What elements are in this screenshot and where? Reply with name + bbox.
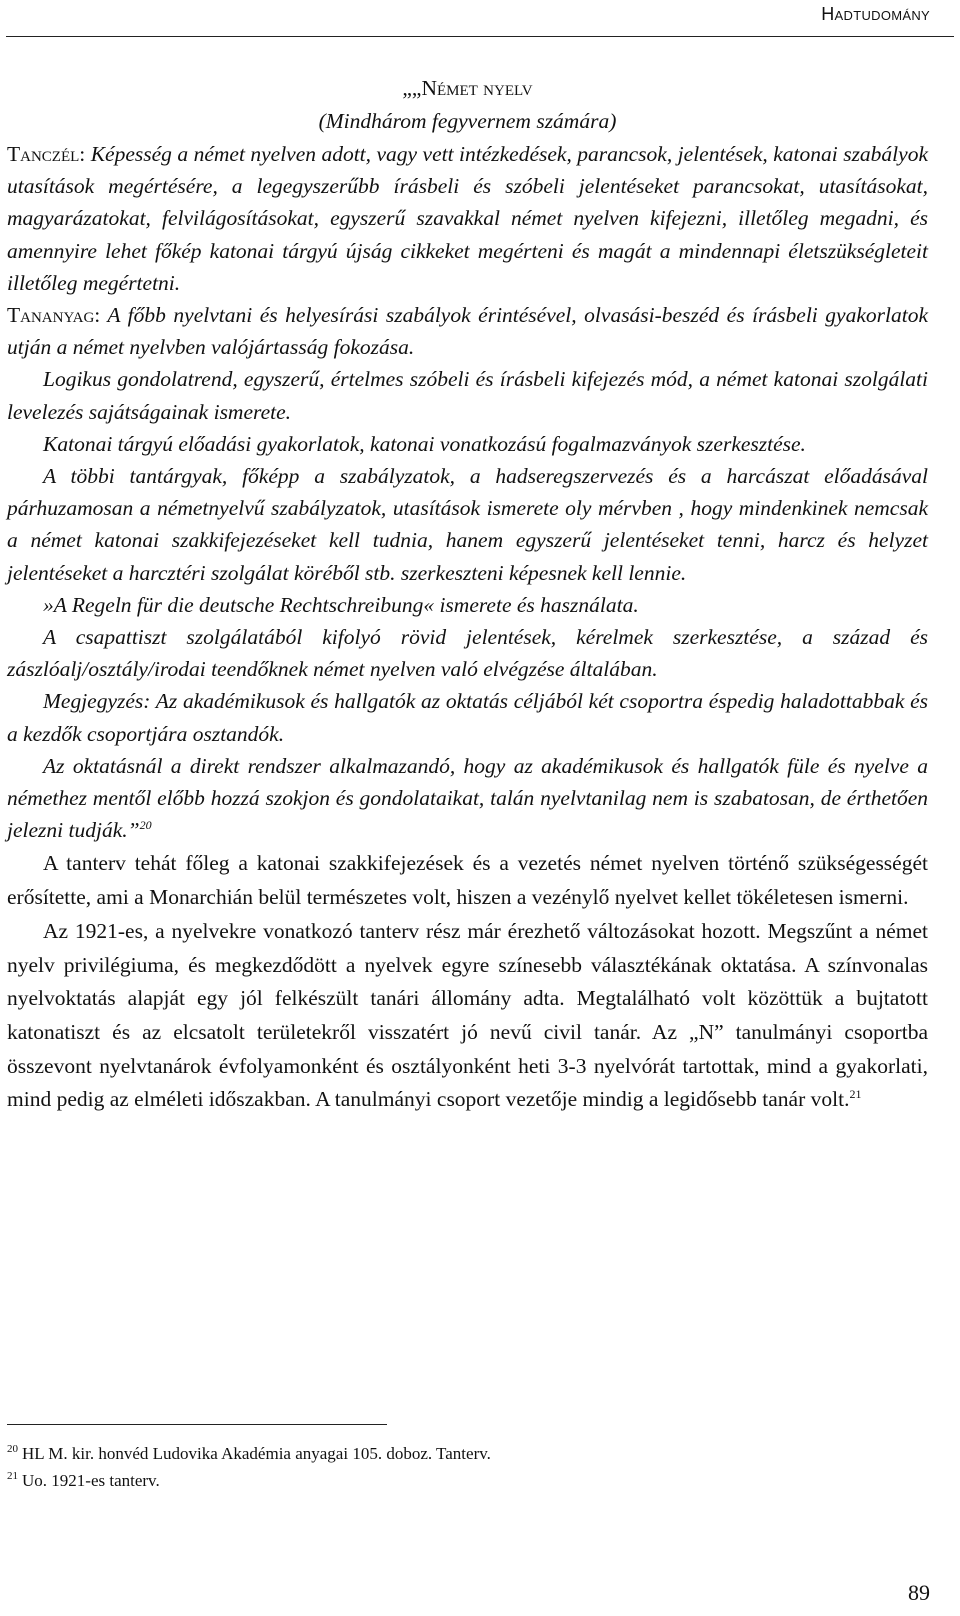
quoted-curriculum-title [7,72,928,138]
body-paragraph: A tanterv tehát főleg a katonai szakkifejezések és a vezetés német nyelven történő szükségességét erősítette, ami a Monarchián belül természetes volt, hiszen a vezénylő nyelvet kellet tökéletesen ismerni. [7,851,928,910]
tananyag-text: A főbb nyelvtani és helyesírási szabályok érintésével, olvasási-beszéd és írásbeli gyakorlatok utján a német nyelvben valójártasság fokozása. [7,303,928,360]
footnote-number: 20 [7,1443,18,1455]
footnote-text: HL M. kir. honvéd Ludovika Akadémia anyagai 105. doboz. Tanterv. [22,1444,491,1463]
footnote-reference[interactable]: 21 [849,1087,862,1102]
quote-paragraph: »A Regeln für die deutsche Rechtschreibung« ismerete és használata. [43,592,639,617]
tanczel-text: Képesség a német nyelven adott, vagy vett intézkedések, parancsok, jelentések, katonai szabályok utasítások megértésére, a legegyszerűbb írásbeli és szóbeli jelentéseket parancsokat, utasításokat, magyarázatokat, felvilágosításokat, egyszerű szavakkal német nyelven kifejezni, illetőleg megadni, és amennyire lehet főkép katonai tárgyú újság cikkeket megérteni és magát a mindennapi életszükségleteit illetőleg megértetni. [7,142,928,295]
page-header [0,0,960,34]
tanczel-paragraph [7,138,928,299]
curriculum-title: „„Német nyelv [402,76,533,100]
footnote-number: 21 [7,1470,18,1482]
page-number: 89 [908,1580,930,1605]
page-content [7,72,928,1117]
quote-paragraph: Logikus gondolatrend, egyszerű, értelmes szóbeli és írásbeli kifejezés mód, a német katonai szolgálati levelezés sajátságainak ismerete. [7,367,928,424]
footnote-reference[interactable]: 20 [139,818,152,833]
quote-paragraph: Megjegyzés: Az akadémikusok és hallgatók az oktatás céljából két csoportra éspedig haladottabbak és a kezdők csoportjára osztandók. [7,689,928,746]
footnote-separator [7,1424,387,1425]
running-title: Hadtudomány [821,4,930,24]
tananyag-paragraph [7,299,928,363]
quote-paragraph: A csapattiszt szolgálatából kifolyó rövid jelentések, kérelmek szerkesztése, a század és zászlóalj/osztály/irodai teendőknek német nyelven való elvégzése általában. [7,625,928,682]
curriculum-subtitle: (Mindhárom fegyvernem számára) [318,109,617,133]
body-paragraph-text: Az 1921-es, a nyelvekre vonatkozó tanterv rész már érezhető változásokat hozott. Megszűnt a német nyelv privilégiuma, és megkezdődött a nyelvek egyre színesebb választékának oktatása. A színvonalas nyelvoktatás alapját egy jól felkészült tanári állomány adta. Megtalálható volt közöttük a bujtatott katonatiszt és az elcsatolt területekről visszatért jó nevű civil tanár. Az „N” tanulmányi csoportba összevont nyelvtanárok évfolyamonként és osztályonként heti 3-3 nyelvórát tartottak, mind a gyakorlati, mind pedig az elméleti időszakban. A tanulmányi csoport vezetője mindig a legidősebb tanár volt. [7,918,928,1112]
header-rule [6,36,954,37]
quote-paragraph [7,750,928,847]
quote-text: Az oktatásnál a direkt rendszer alkalmazandó, hogy az akadémikusok és hallgatók füle és nyelve a némethez mentől előbb hozzá szokjon és gondolataikat, talán nyelvtanilag nem is szabatosan, de érthetően jelezni tudják.” [7,753,928,843]
curriculum-quote [7,138,928,846]
body-text [7,847,928,1117]
footnote [7,1467,907,1494]
quote-paragraph: A többi tantárgyak, főképp a szabályzatok, a hadseregszervezés és a harcászat előadásával párhuzamosan a németnyelvű szabályzatok, utasítások ismerete oly mérvben , hogy mindenkinek nemcsak a német katonai szakkifejezéseket kell tudnia, hanem egyszerű jelentéseket tenni, harcz és helyzet jelentéseket a harcztéri szolgálat köréből stb. szerkeszteni képesnek kell lennie. [7,464,928,585]
quote-paragraph: Katonai tárgyú előadási gyakorlatok, katonai vonatkozású fogalmazványok szerkesztése. [43,431,806,456]
footnotes [7,1440,907,1494]
tanczel-label: Tanczél: [7,142,86,166]
footnote [7,1440,907,1467]
body-paragraph [7,915,928,1117]
tananyag-label: Tananyag: [7,303,101,328]
footnote-text: Uo. 1921-es tanterv. [22,1471,160,1490]
